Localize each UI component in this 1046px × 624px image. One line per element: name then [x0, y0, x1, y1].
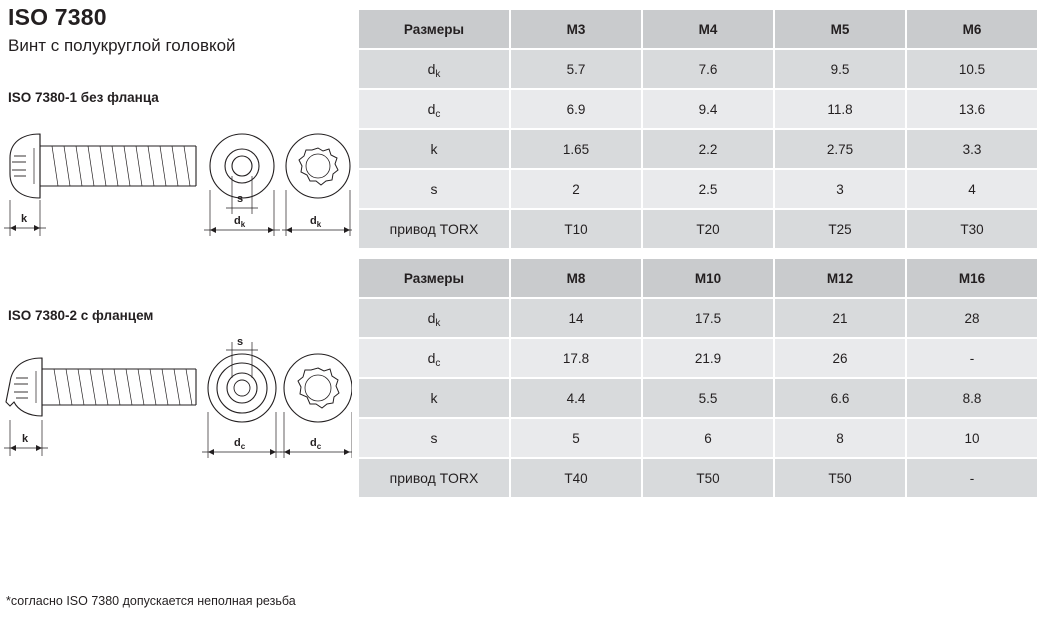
left-column	[0, 0, 352, 624]
table-cell: 28	[906, 298, 1038, 338]
table-header-cell: M10	[642, 258, 774, 298]
table-cell: 8	[774, 418, 906, 458]
row-label: $d_k$	[358, 49, 510, 89]
table-cell: T50	[774, 458, 906, 498]
dim-dk-label-2: $d_k$	[310, 215, 322, 229]
table-cell: 17.8	[510, 338, 642, 378]
table-cell: T25	[774, 209, 906, 249]
row-label: привод TORX	[358, 209, 510, 249]
dim-s-label-1: s	[237, 193, 244, 205]
table-cell: 11.8	[774, 89, 906, 129]
table-header-cell: M8	[510, 258, 642, 298]
screw-with-flange-drawing	[0, 336, 352, 496]
table-row	[358, 209, 1038, 249]
row-label: k	[358, 129, 510, 169]
table-cell: T30	[906, 209, 1038, 249]
table-row	[358, 89, 1038, 129]
table-cell: 21	[774, 298, 906, 338]
table-cell: 2.5	[642, 169, 774, 209]
table-cell: T40	[510, 458, 642, 498]
dim-dc-label-1: $d_c$	[234, 437, 246, 451]
page-title: ISO 7380	[8, 4, 107, 30]
table-cell: 2.2	[642, 129, 774, 169]
dimensions-table-m3-m6	[357, 8, 1039, 250]
dim-dk-label-1: $d_k$	[234, 215, 246, 229]
dim-dc-label-2: $d_c$	[310, 437, 322, 451]
dim-s-label-2: s	[237, 336, 244, 348]
table-cell: 5.5	[642, 378, 774, 418]
table-header-cell: M3	[510, 9, 642, 49]
table-cell: 2.75	[774, 129, 906, 169]
table-header-cell: M4	[642, 9, 774, 49]
table-cell: 17.5	[642, 298, 774, 338]
row-label: $d_c$	[358, 89, 510, 129]
variant-2-label: ISO 7380-2 с фланцем	[8, 308, 154, 323]
table-header-cell: M12	[774, 258, 906, 298]
screw-without-flange-drawing	[0, 118, 352, 278]
table-cell: 6.9	[510, 89, 642, 129]
table-header-cell: M5	[774, 9, 906, 49]
table-row	[358, 49, 1038, 89]
table-row	[358, 169, 1038, 209]
table-row	[358, 129, 1038, 169]
table-row	[358, 458, 1038, 498]
table-header-cell: M6	[906, 9, 1038, 49]
table-cell: -	[906, 458, 1038, 498]
table-cell: 10	[906, 418, 1038, 458]
table-cell: 13.6	[906, 89, 1038, 129]
variant-1-label: ISO 7380-1 без фланца	[8, 90, 159, 105]
table-cell: 10.5	[906, 49, 1038, 89]
table-cell: 9.4	[642, 89, 774, 129]
table-cell: 5	[510, 418, 642, 458]
table-cell: 2	[510, 169, 642, 209]
table-header-cell: Размеры	[358, 9, 510, 49]
table-cell: 1.65	[510, 129, 642, 169]
table-cell: 4.4	[510, 378, 642, 418]
row-label: $d_k$	[358, 298, 510, 338]
page-subtitle: Винт с полукруглой головкой	[8, 36, 236, 55]
row-label: s	[358, 169, 510, 209]
row-label: $d_c$	[358, 338, 510, 378]
dim-k-label-1: k	[21, 213, 28, 225]
table-cell: 8.8	[906, 378, 1038, 418]
table-cell: 4	[906, 169, 1038, 209]
table-cell: T50	[642, 458, 774, 498]
footnote: *согласно ISO 7380 допускается неполная резьба	[6, 594, 296, 608]
table-cell: -	[906, 338, 1038, 378]
table-header-row	[358, 258, 1038, 298]
table-cell: 6	[642, 418, 774, 458]
table-header-cell: M16	[906, 258, 1038, 298]
table-cell: 3.3	[906, 129, 1038, 169]
table-cell: 6.6	[774, 378, 906, 418]
row-label: k	[358, 378, 510, 418]
table-cell: 21.9	[642, 338, 774, 378]
table-cell: T10	[510, 209, 642, 249]
table-cell: 3	[774, 169, 906, 209]
dimensions-table-m8-m16	[357, 257, 1039, 499]
dim-k-label-2: k	[22, 433, 29, 445]
table-row	[358, 338, 1038, 378]
row-label: привод TORX	[358, 458, 510, 498]
table-cell: 5.7	[510, 49, 642, 89]
table-cell: T20	[642, 209, 774, 249]
row-label: s	[358, 418, 510, 458]
table-cell: 26	[774, 338, 906, 378]
table-row	[358, 418, 1038, 458]
table-cell: 7.6	[642, 49, 774, 89]
table-header-row	[358, 9, 1038, 49]
table-row	[358, 378, 1038, 418]
table-cell: 14	[510, 298, 642, 338]
table-cell: 9.5	[774, 49, 906, 89]
table-row	[358, 298, 1038, 338]
table-header-cell: Размеры	[358, 258, 510, 298]
